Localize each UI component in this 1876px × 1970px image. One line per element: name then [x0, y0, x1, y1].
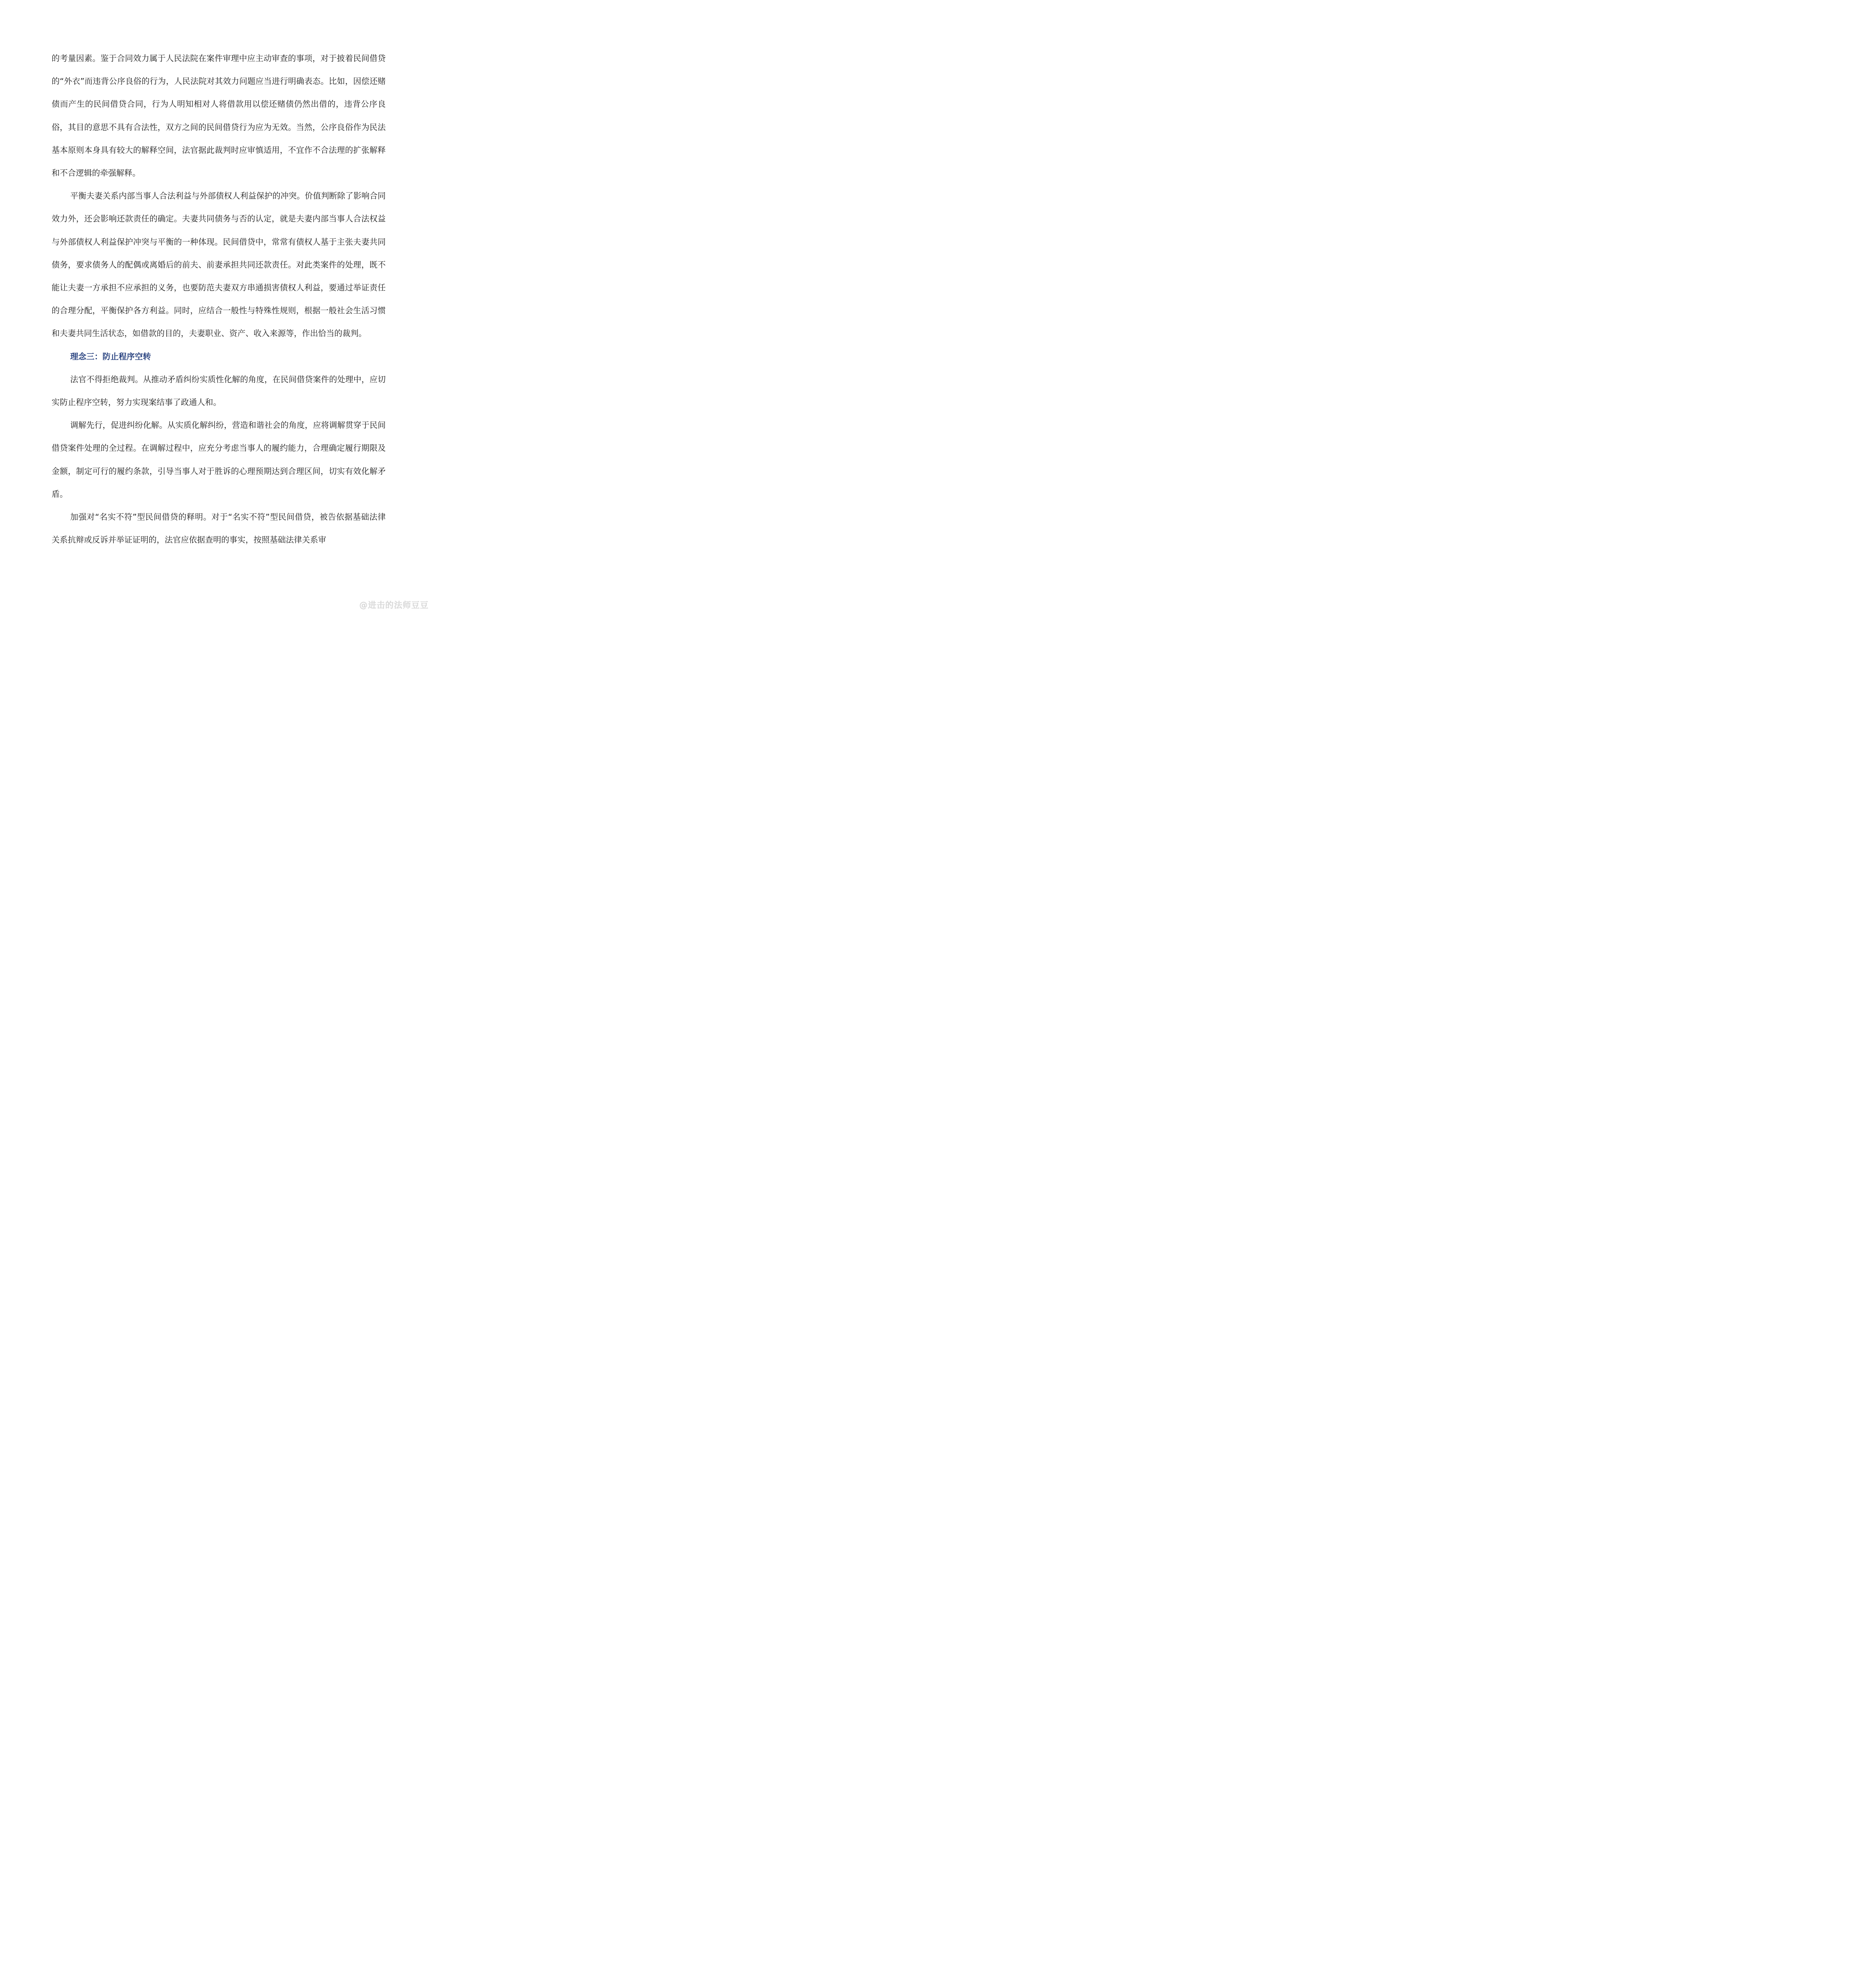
- paragraph-clarification: 加强对“名实不符”型民间借贷的释明。对于“名实不符”型民间借贷，被告依据基础法律关系抗辩或反诉并举证证明的，法官应依据查明的事实，按照基础法律关系审: [52, 512, 386, 545]
- paragraph-mediation: 调解先行，促进纠纷化解。从实质化解纠纷，营造和谐社会的角度，应将调解贯穿于民间借贷案件处理的全过程。在调解过程中，应充分考虑当事人的履约能力，合理确定履行期限及金额，制定可行的履约条款，引导当事人对于胜诉的心理预期达到合理区间，切实有效化解矛盾。: [52, 420, 386, 499]
- paragraph-public-order: 的考量因素。鉴于合同效力属于人民法院在案件审理中应主动审查的事项，对于披着民间借贷的“外衣”而违背公序良俗的行为，人民法院对其效力问题应当进行明确表态。比如，因偿还赌债而产生的民间借贷合同，行为人明知相对人将借款用以偿还赌债仍然出借的，违背公序良俗，其目的意思不具有合法性，双方之间的民间借贷行为应为无效。当然，公序良俗作为民法基本原则本身具有较大的解释空间，法官据此裁判时应审慎适用，不宜作不合法理的扩张解释和不合逻辑的牵强解释。: [52, 54, 386, 178]
- document-body: [52, 47, 386, 551]
- section-heading: 理念三：防止程序空转: [70, 351, 151, 361]
- watermark: @进击的法师豆豆: [359, 600, 429, 610]
- document-page: [0, 0, 433, 613]
- paragraph-spousal-debt: 平衡夫妻关系内部当事人合法利益与外部债权人利益保护的冲突。价值判断除了影响合同效力外，还会影响还款责任的确定。夫妻共同债务与否的认定，就是夫妻内部当事人合法权益与外部债权人利益保护冲突与平衡的一种体现。民间借贷中，常常有债权人基于主张夫妻共同债务，要求债务人的配偶或离婚后的前夫、前妻承担共同还款责任。对此类案件的处理，既不能让夫妻一方承担不应承担的义务，也要防范夫妻双方串通损害债权人利益，要通过举证责任的合理分配，平衡保护各方利益。同时，应结合一般性与特殊性规则，根据一般社会生活习惯和夫妻共同生活状态，如借款的目的，夫妻职业、资产、收入来源等，作出恰当的裁判。: [52, 191, 386, 338]
- paragraph-no-refusal: 法官不得拒绝裁判。从推动矛盾纠纷实质性化解的角度，在民间借贷案件的处理中，应切实防止程序空转，努力实现案结事了政通人和。: [52, 374, 386, 407]
